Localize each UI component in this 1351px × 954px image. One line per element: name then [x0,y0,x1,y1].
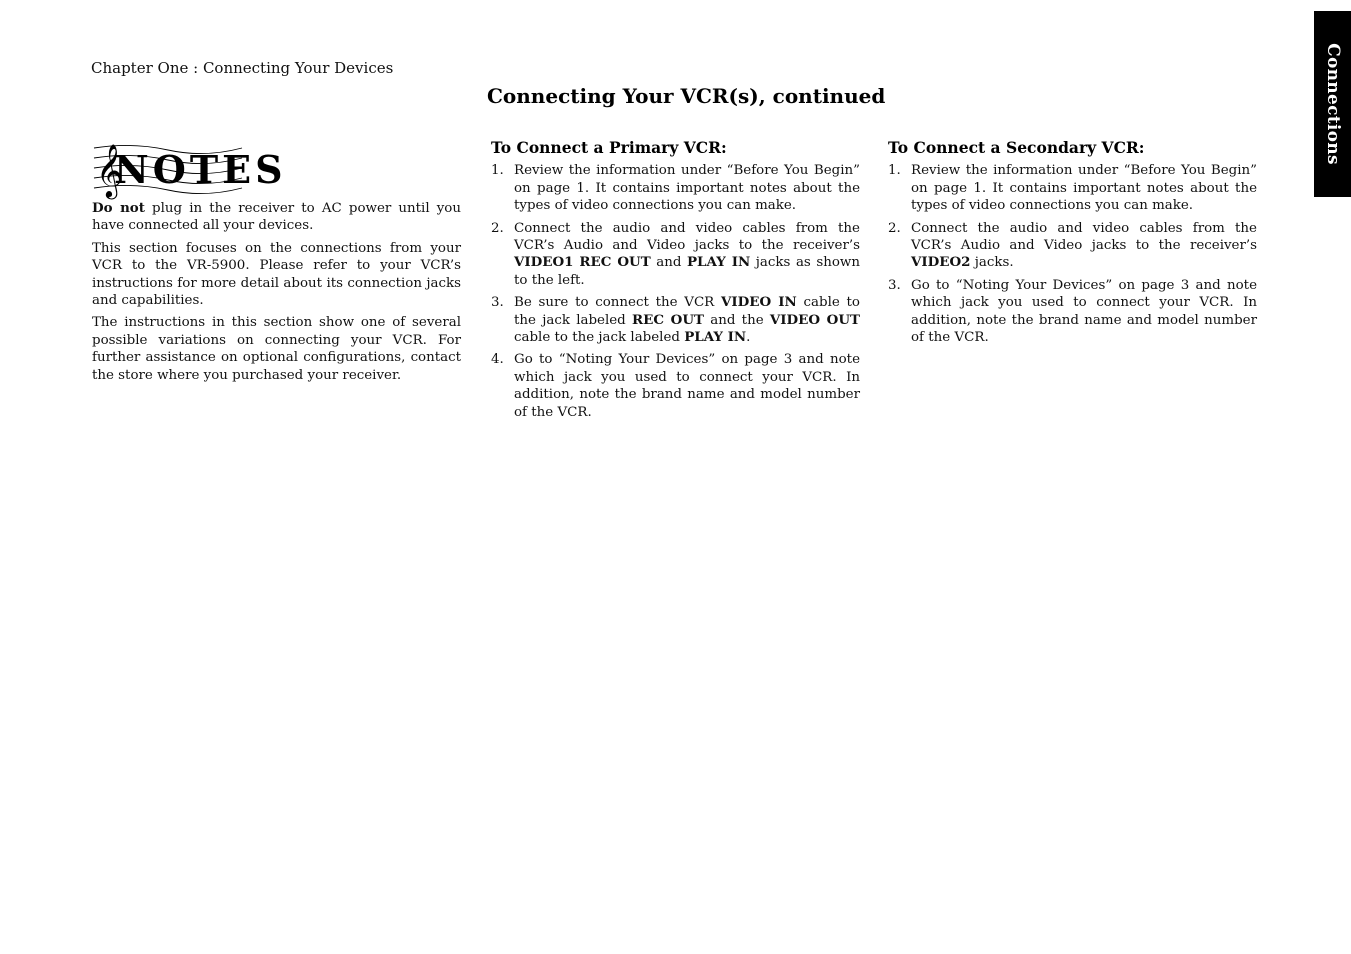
list-item: 3. Go to “Noting Your Devices” on page 3 and note which jack you used to connect your VCR. In addition, note the brand name and model number of the VCR. [888,277,1257,346]
page-title: Connecting Your VCR(s), continued [487,84,886,108]
primary-steps-list [491,162,860,421]
notes-paragraph: Do not plug in the receiver to AC power until you have connected all your devices. [92,200,461,234]
list-item: 1. Review the information under “Before You Begin” on page 1. It contains important notes about the types of video connections you can make. [491,163,860,214]
section-tab [1314,11,1351,197]
secondary-vcr-column [888,139,1257,351]
notes-paragraph: The instructions in this section show one of several possible variations on connecting your VCR. For further assistance on optional configurations, contact the store where you purchased your receiver. [92,315,461,383]
list-item: 1. Review the information under “Before You Begin” on page 1. It contains important notes about the types of video connections you can make. [888,163,1257,214]
list-item: 2. Connect the audio and video cables from the VCR’s Audio and Video jacks to the receiver’s VIDEO1 REC OUT and PLAY IN jacks as shown to the left. [491,220,861,288]
list-item: 2. Connect the audio and video cables from the VCR’s Audio and Video jacks to the receiver’s VIDEO2 jacks. [888,220,1257,271]
notes-column [92,138,461,389]
notes-logo [92,138,287,197]
section-tab-label: Connections [1322,43,1343,165]
list-item: 4. Go to “Noting Your Devices” on page 3 and note which jack you used to connect your VCR. In addition, note the brand name and model number of the VCR. [491,352,860,420]
secondary-steps-list [888,162,1257,346]
svg-text:𝄞: 𝄞 [96,143,124,197]
secondary-vcr-heading: To Connect a Secondary VCR: [888,138,1145,157]
primary-vcr-column [491,139,860,426]
notes-paragraph: This section focuses on the connections from your VCR to the VR-5900. Please refer to your VCR’s instructions for more detail about its connection jacks and capabilities. [92,240,461,309]
chapter-header: Chapter One : Connecting Your Devices [91,59,394,77]
list-item: 3. Be sure to connect the VCR VIDEO IN cable to the jack labeled REC OUT and the VIDEO OUT cable to the jack labeled PLAY IN. [491,294,860,346]
notes-logo-text: NOTES [114,147,287,192]
primary-vcr-heading: To Connect a Primary VCR: [491,138,727,157]
